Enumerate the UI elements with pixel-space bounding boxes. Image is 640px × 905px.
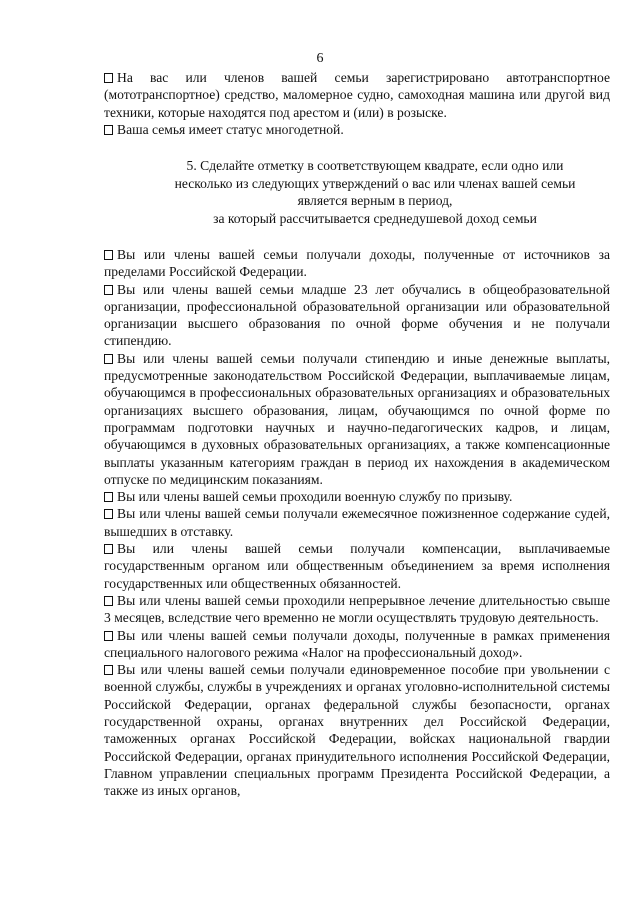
- page-number: 6: [316, 51, 324, 66]
- list-item: [104, 69, 610, 121]
- heading-line: за который рассчитывается среднедушевой доход семьи: [213, 210, 537, 226]
- checkbox[interactable]: [104, 631, 113, 641]
- checkbox[interactable]: [104, 596, 113, 606]
- list-item: [104, 627, 610, 662]
- item-text: Вы или члены вашей семьи получали стипендию и иные денежные выплаты, предусмотренные законодательством Российской Федерации, выплачиваемые лицам, обучающимся в профессиональных образовательных организациях и образовательных организациях высшего образования, лицам, обучающимся по очной форме по программам подготовки научных и научно-педагогических кадров, и лицам, обучающимся в духовных образовательных организациях, а также компенсационные выплаты указанным категориям граждан в период их нахождения в академическом отпуске по медицинским показаниям.: [104, 350, 610, 487]
- section-heading: [140, 157, 610, 227]
- item-text: Вы или члены вашей семьи проходили непрерывное лечение длительностью свыше 3 месяцев, вследствие чего временно не могли осуществлять трудовую деятельность.: [104, 592, 610, 626]
- checkbox[interactable]: [104, 250, 113, 260]
- item-text: Вы или члены вашей семьи получали единовременное пособие при увольнении с военной службы, службы в учреждениях и органах уголовно-исполнительной системы Российской Федерации, органах федеральной службы безопасности, органах государственной охраны, органах внутренних дел Российской Федерации, таможенных органах Российской Федерации, войсках национальной гвардии Российской Федерации, органах принудительного исполнения Российской Федерации, Главном управлении специальных программ Президента Российской Федерации, а также из иных органов,: [104, 662, 610, 799]
- item-text: Вы или члены вашей семьи младше 23 лет обучались в общеобразовательной организации, профессиональной образовательной организации или образовательной организации высшего образования по очной форме обучения и не получали стипендию.: [104, 281, 610, 349]
- heading-line: несколько из следующих утверждений о вас или членах вашей семьи: [174, 175, 576, 191]
- item-text: Вы или члены вашей семьи получали доходы, полученные от источников за пределами Российской Федерации.: [104, 247, 610, 280]
- list-item: [104, 488, 610, 505]
- items-list: [104, 246, 610, 800]
- list-item: [104, 592, 610, 627]
- top-items-list: [104, 69, 610, 138]
- list-item: [104, 121, 610, 138]
- item-text: Вы или члены вашей семьи получали компенсации, выплачиваемые государственным органом или общественным объединением за время исполнения государственных или общественных обязанностей.: [104, 541, 610, 591]
- list-item: [104, 350, 610, 488]
- item-text: Вы или члены вашей семьи получали ежемесячное пожизненное содержание судей, вышедших в отставку.: [104, 506, 610, 539]
- checkbox[interactable]: [104, 665, 113, 675]
- list-item: [104, 505, 610, 540]
- checkbox[interactable]: [104, 354, 113, 364]
- list-item: [104, 661, 610, 799]
- item-text: Ваша семья имеет статус многодетной.: [117, 121, 344, 137]
- item-text: Вы или члены вашей семьи получали доходы, полученные в рамках применения специального налогового режима «Налог на профессиональный доход».: [104, 627, 610, 660]
- heading-line: является верным в период,: [297, 193, 453, 208]
- list-item: [104, 281, 610, 350]
- list-item: [104, 246, 610, 281]
- heading-line: 5. Сделайте отметку в соответствующем квадрате, если одно или: [186, 158, 564, 173]
- item-text: Вы или члены вашей семьи проходили военную службу по призыву.: [117, 489, 513, 505]
- item-text: На вас или членов вашей семьи зарегистрировано автотранспортное (мототранспортное) средство, маломерное судно, самоходная машина или другой вид техники, которые находятся под арестом и (или) в розыске.: [104, 70, 610, 120]
- checkbox[interactable]: [104, 285, 113, 295]
- checkbox[interactable]: [104, 544, 113, 554]
- list-item: [104, 540, 610, 592]
- checkbox[interactable]: [104, 492, 113, 502]
- checkbox[interactable]: [104, 73, 113, 83]
- checkbox[interactable]: [104, 125, 113, 135]
- checkbox[interactable]: [104, 509, 113, 519]
